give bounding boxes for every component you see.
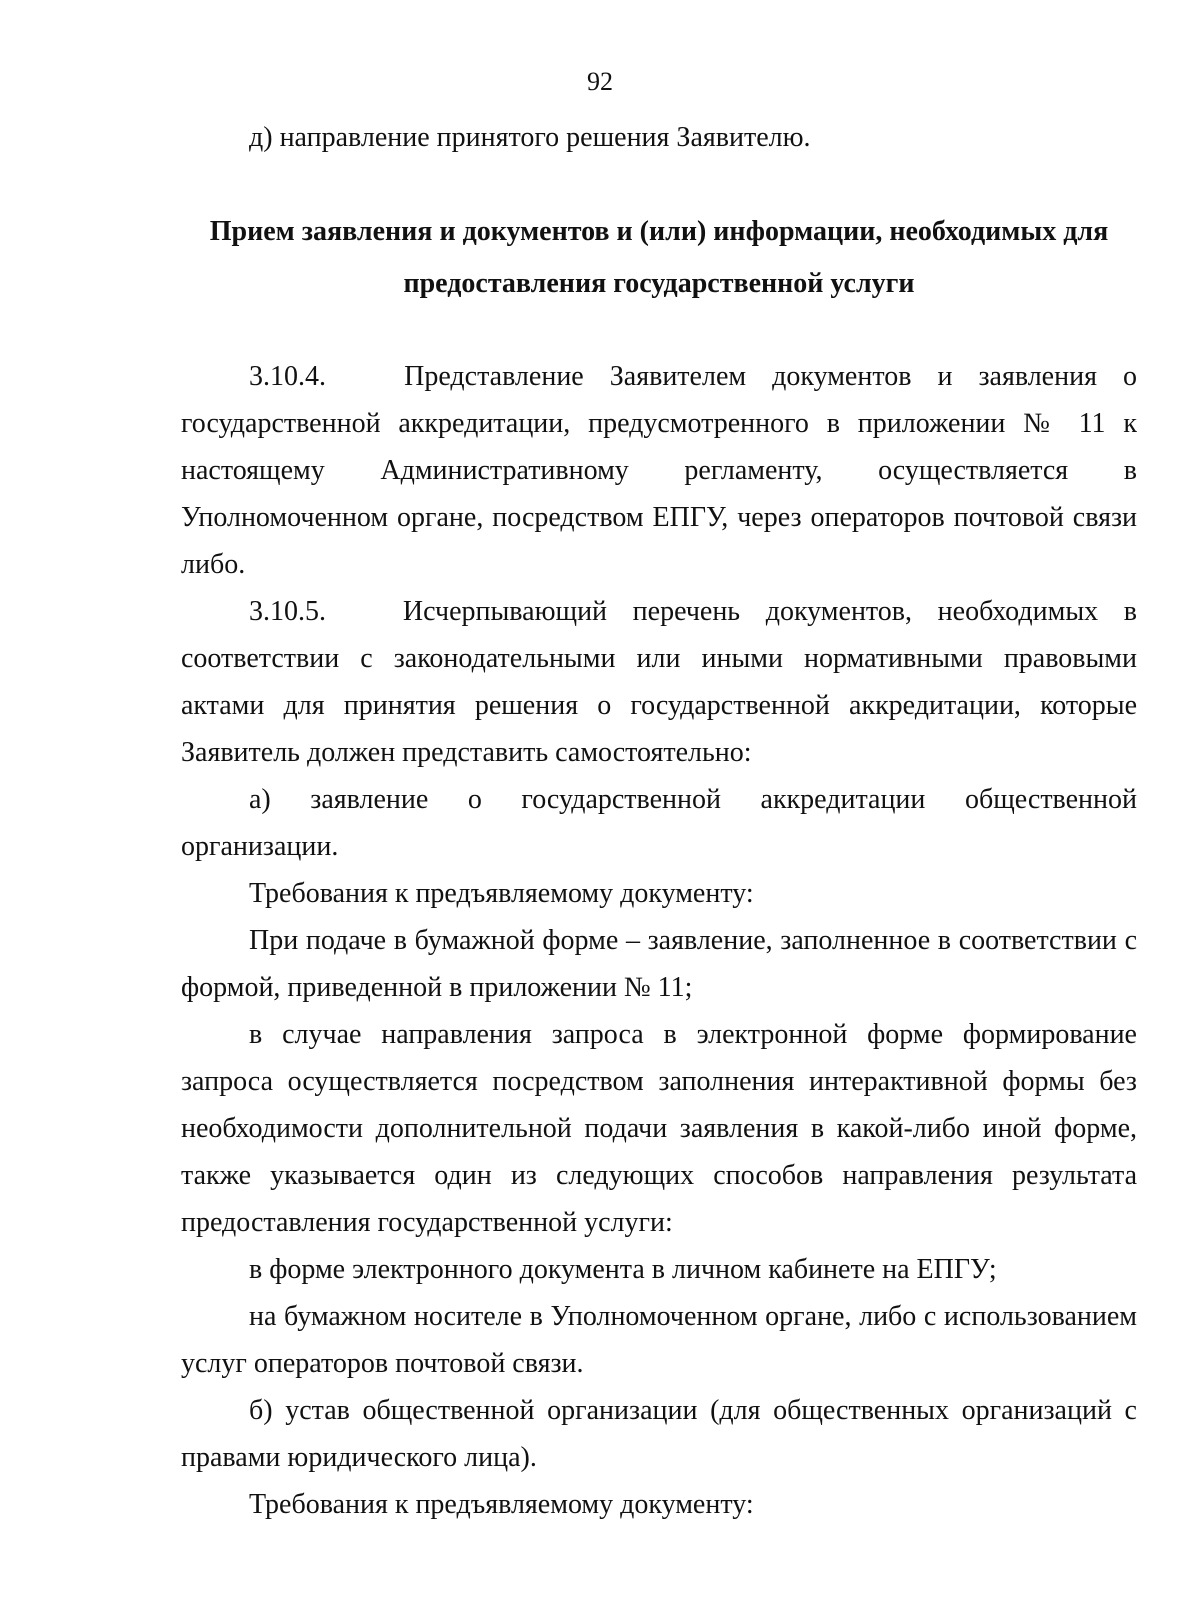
page-number: 92	[587, 67, 613, 96]
paragraph-item-b: б) устав общественной организации (для общественных организаций с правами юридического лица).	[181, 1395, 1137, 1473]
intro-line: д) направление принятого решения Заявителю.	[249, 122, 811, 153]
paragraph-requirements-2: Требования к предъявляемому документу:	[249, 1489, 754, 1520]
paragraph-electronic-form: в случае направления запроса в электронной форме формирование запроса осуществляется посредством заполнения интерактивной формы без необходимости дополнительной подачи заявления в какой-либо иной форме, также указывается один из следующих способов направления результата предоставления государственной услуги:	[181, 1019, 1137, 1238]
paragraph-paper-carrier: на бумажном носителе в Уполномоченном органе, либо с использованием услуг операторов почтовой связи.	[181, 1301, 1137, 1379]
paragraph-requirements: Требования к предъявляемому документу:	[249, 878, 754, 909]
paragraph-3-10-5: 3.10.5. Исчерпывающий перечень документов, необходимых в соответствии с законодательными или иными нормативными правовыми актами для принятия решения о государственной аккредитации, которые Заявитель должен представить самостоятельно:	[181, 596, 1137, 768]
section-heading: Прием заявления и документов и (или) информации, необходимых для предоставления государственной услуги	[209, 216, 1109, 299]
paragraph-3-10-4: 3.10.4. Представление Заявителем документов и заявления о государственной аккредитации, предусмотренного в приложении № 11 к настоящему Административному регламенту, осуществляется в Уполномоченном органе, посредством ЕПГУ, через операторов почтовой связи либо.	[181, 361, 1137, 580]
paragraph-item-a: а) заявление о государственной аккредитации общественной организации.	[181, 784, 1137, 862]
paragraph-paper-form: При подаче в бумажной форме – заявление, заполненное в соответствии с формой, приведенной в приложении № 11;	[181, 925, 1137, 1003]
paragraph-electronic-document: в форме электронного документа в личном кабинете на ЕПГУ;	[249, 1254, 997, 1285]
document-body	[181, 114, 1137, 1528]
